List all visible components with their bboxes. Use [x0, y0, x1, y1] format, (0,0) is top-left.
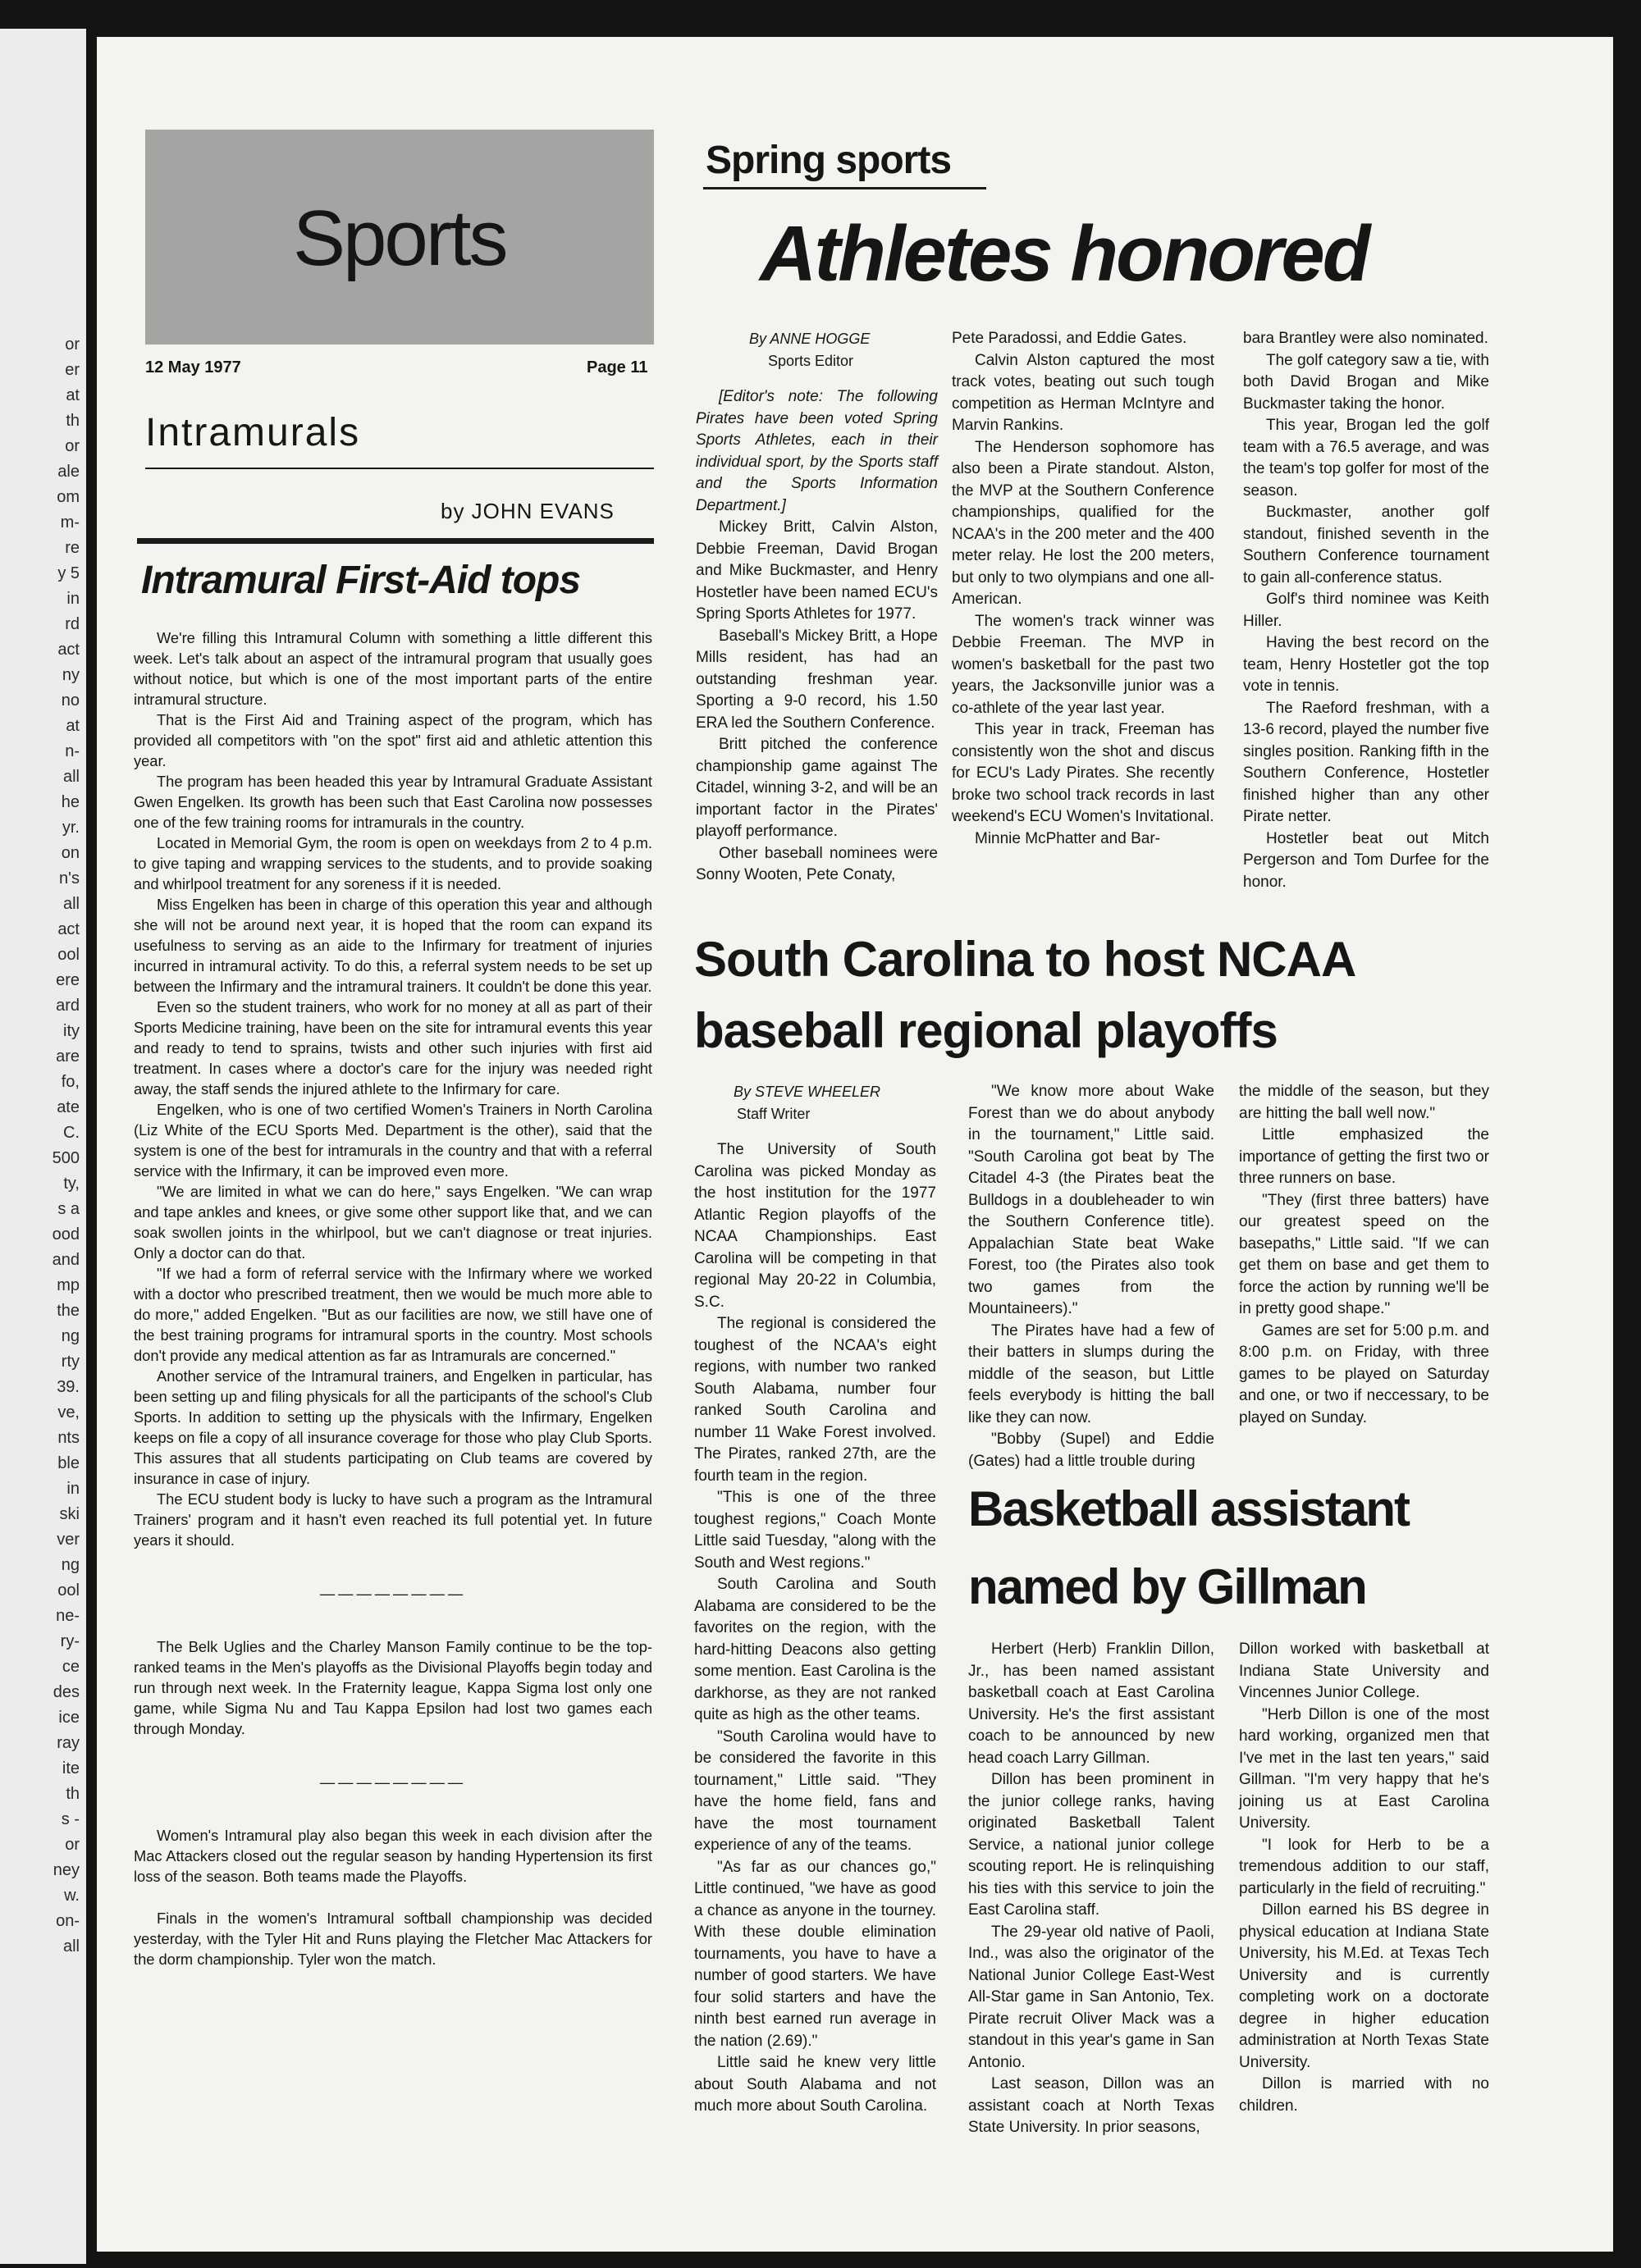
previous-page-fragment: ale — [57, 463, 80, 481]
previous-page-fragment: th — [66, 1785, 80, 1803]
article-paragraph: We're filling this Intramural Column with something a little different this week. Let's talk about an aspect of the intramural program that usually goes without notice, but which is one of the most important parts of the entire intramural structure. — [134, 629, 652, 708]
previous-page-fragment: on — [61, 844, 80, 862]
article-paragraph: "Herb Dillon is one of the most hard working, organized men that I've met in the last ten years," said Gillman. "I'm very happy that he's joining us at East Carolina University. — [1239, 1705, 1489, 1832]
playoffs-note: The Belk Uglies and the Charley Manson Family continue to be the top-ranked teams in the Men's playoffs as the Divisional Playoffs begin today and run through next week. In the Fraternity league, Kappa Sigma lost only one game, while Sigma Nu and Tau Kappa Epsilon had lost two games each through Monday. — [134, 1638, 652, 1737]
spring-column-3 — [1243, 328, 1489, 893]
article-paragraph: Engelken, who is one of two certified Women's Trainers in North Carolina (Liz White of the ECU Sports Med. Department is the other), said that the system is one of the best for intramurals in the country and that with a referral service with the Infirmary, it can be improved even more. — [134, 1101, 652, 1180]
previous-page-fragment: or — [65, 335, 80, 354]
article-paragraph: Little emphasized the importance of getting the first two or three runners on base. — [1239, 1126, 1489, 1187]
previous-page-fragment: ice — [58, 1709, 80, 1727]
ncaa-byline: By STEVE WHEELER — [734, 1084, 881, 1100]
previous-page-fragment: ce — [62, 1658, 80, 1676]
article-paragraph: The University of South Carolina was picked Monday as the host institution for the 1977 Atlantic Region playoffs of the NCAA Championships. East Carolina will be competing in that regional May 20-22 in Columbia, S.C. — [694, 1141, 936, 1311]
article-paragraph: Another service of the Intramural trainers, and Engelken in particular, has been setting up and filing physicals for all the participants of the school's Club Sports. In addition to setting up the physicals with the Infirmary, Engelken keeps on file a copy of all insurance coverage for those who play Club Sports. This assures that all students participating on Club teams are covered by insurance in case of injury. — [134, 1367, 652, 1487]
previous-page-fragment: act — [57, 641, 80, 659]
previous-page-fragment: in — [66, 590, 80, 608]
previous-page-fragment: act — [57, 920, 80, 938]
previous-page-fragment: rd — [65, 615, 80, 633]
column-title-rule — [145, 468, 654, 469]
previous-page-fragment: n- — [65, 742, 80, 760]
previous-page-fragment: ty, — [63, 1175, 80, 1193]
article-paragraph: This year, Brogan led the golf team with a 76.5 average, and was the team's top golfer for most of the season. — [1243, 417, 1489, 500]
article-paragraph: Buckmaster, another golf standout, finished seventh in the Southern Conference tournament to gain all-conference status. — [1243, 504, 1489, 586]
article-paragraph: "If we had a form of referral service with the Infirmary where we worked with a doctor who prescribed treatment, then we would be much more able to do more," added Engelken. "But as our facilities are now, we still have one of the best training programs for intramural sports in the country. Most schools don't provide any medical attention as far as Intramurals are concerned." — [134, 1265, 652, 1364]
ncaa-col1-body — [694, 1139, 936, 2118]
previous-page-fragment: ng — [61, 1327, 80, 1345]
previous-page-fragment: nts — [57, 1429, 80, 1447]
intramurals-article — [134, 627, 652, 1969]
previous-page-fragment: on- — [56, 1912, 80, 1930]
basketball-headline-line-2: named by Gillman — [968, 1559, 1366, 1614]
womens-note: Women's Intramural play also began this week in each division after the Mac Attackers closed out the regular season by handing Hypertension its first loss of the season. Both teams made the Playoffs. — [134, 1827, 652, 1885]
ncaa-headline-line-1: South Carolina to host NCAA — [694, 932, 1356, 987]
spring-col3-body — [1243, 350, 1489, 894]
article-paragraph: Mickey Britt, Calvin Alston, Debbie Freeman, David Brogan and Mike Buckmaster, and Henry Hostetler have been named ECU's Spring Sports Athletes for 1977. — [696, 518, 938, 623]
headline-rule — [137, 538, 654, 544]
previous-page-fragment: er — [65, 361, 80, 379]
ncaa-byline-title: Staff Writer — [737, 1105, 811, 1122]
ncaa-col3-lead: the middle of the season, but they are hitting the ball well now." — [1239, 1083, 1489, 1122]
ncaa-col3-body — [1239, 1125, 1489, 1429]
previous-page-fragment: are — [56, 1047, 80, 1066]
issue-date: 12 May 1977 — [145, 358, 241, 376]
basketball-col2-body — [1239, 1704, 1489, 2118]
article-paragraph: Hostetler beat out Mitch Pergerson and Tom Durfee for the honor. — [1243, 829, 1489, 891]
ncaa-column-2 — [968, 1081, 1214, 1472]
previous-page-edge — [0, 29, 86, 2264]
previous-page-fragment: all — [62, 768, 80, 786]
article-paragraph: The golf category saw a tie, with both David Brogan and Mike Buckmaster taking the honor. — [1243, 351, 1489, 413]
previous-page-fragment: at — [66, 717, 80, 735]
previous-page-fragment: and — [52, 1251, 80, 1269]
article-paragraph: "I look for Herb to be a tremendous addition to our staff, particularly in the field of recruiting." — [1239, 1836, 1489, 1897]
previous-page-fragment: des — [53, 1683, 80, 1701]
previous-page-fragment: mp — [57, 1276, 80, 1294]
spring-sports-kicker: Spring sports — [706, 139, 952, 182]
article-paragraph: "We know more about Wake Forest than we do about anybody in the tournament," Little said. "South Carolina got beat by The Citadel 4-3 (the Pirates beat the Bulldogs in a doubleheader to win the Southern Conference title). Appalachian State beat Wake Forest, too (the Pirates also took two games from the Mountaineers)." — [968, 1083, 1214, 1317]
spring-col2-lead: Pete Paradossi, and Eddie Gates. — [952, 330, 1187, 347]
article-paragraph: "This is one of the three toughest regions," Coach Monte Little said Tuesday, "along with the South and West regions." — [694, 1489, 936, 1572]
article-paragraph: Dillon has been prominent in the junior college ranks, having originated Basketball Talent Service, a national junior college scouting report. He is relinquishing his ties with this service to join the East Carolina staff. — [968, 1771, 1214, 1919]
previous-page-fragment: ood — [52, 1225, 80, 1244]
article-paragraph: Calvin Alston captured the most track votes, beating out such tough competition as Herman McIntyre and Marvin Rankins. — [952, 351, 1214, 434]
previous-page-fragment: all — [62, 895, 80, 913]
spring-column-1 — [696, 328, 938, 887]
section-separator: ———————— — [319, 1773, 467, 1791]
basketball-column-1 — [968, 1639, 1214, 2139]
article-paragraph: "Bobby (Supel) and Eddie (Gates) had a little trouble during — [968, 1431, 1214, 1470]
article-paragraph: Golf's third nominee was Keith Hiller. — [1243, 591, 1489, 630]
previous-page-fragment: yr. — [62, 819, 80, 837]
previous-page-fragment: ity — [63, 1022, 80, 1040]
previous-page-fragment: ool — [57, 1581, 80, 1599]
previous-page-fragment: the — [57, 1302, 80, 1320]
athletes-headline: Athletes honored — [760, 210, 1369, 298]
previous-page-fragment: m- — [60, 513, 80, 532]
previous-page-fragment: 39. — [57, 1378, 80, 1396]
kicker-rule — [703, 187, 986, 189]
previous-page-fragment: ool — [57, 946, 80, 964]
article-paragraph: That is the First Aid and Training aspect of the program, which has provided all competitors with "on the spot" first aid and athletic attention this year. — [134, 711, 652, 769]
previous-page-fragment: he — [61, 793, 80, 811]
spring-byline-title: Sports Editor — [768, 352, 854, 369]
article-paragraph: Miss Engelken has been in charge of this operation this year and although she will not be around next year, it is hoped that the room can expand its usefulness to serving as an aide to the Infirmary for treatment of injuries incurred in intramural activity. To do this, a referral system needs to be set up between the Infirmary and the intramural trainers. It couldn't be done this year. — [134, 896, 652, 995]
previous-page-fragment: ere — [56, 971, 80, 989]
article-paragraph: Herbert (Herb) Franklin Dillon, Jr., has been named assistant basketball coach at East Carolina University. He's the first assistant coach to be announced by new head coach Larry Gillman. — [968, 1641, 1214, 1767]
previous-page-fragment: ng — [61, 1556, 80, 1574]
previous-page-fragment: s a — [57, 1200, 80, 1218]
basketball-col2-lead: Dillon worked with basketball at Indiana State University and Vincennes Junior College. — [1239, 1641, 1489, 1701]
section-title: Sports — [293, 194, 506, 282]
previous-page-fragment: ite — [62, 1759, 80, 1777]
softball-note: Finals in the women's Intramural softball championship was decided yesterday, with the Tyler Hit and Runs playing the Fletcher Mac Attackers for the dorm championship. Tyler won the match. — [134, 1910, 652, 1968]
ncaa-column-3 — [1239, 1081, 1489, 1429]
previous-page-fragment: 500 — [52, 1149, 80, 1167]
article-paragraph: Minnie McPhatter and Bar- — [975, 829, 1160, 847]
basketball-col1-body — [968, 1639, 1214, 2139]
spring-col1-body — [696, 517, 938, 887]
previous-page-fragment: in — [66, 1480, 80, 1498]
article-paragraph: The regional is considered the toughest of the NCAA's eight regions, with number two ranked South Alabama, number four ranked South Carolina and number 11 Wake Forest involved. The Pirates, ranked 27th, are the fourth team in the region. — [694, 1315, 936, 1485]
article-paragraph: "As far as our chances go," Little continued, "we have as good a chance as anyone in the tourney. With these double elimination tournaments, you have to have a number of good starters. We have four solid starters and have the ninth best earned run average in the nation (2.69)." — [694, 1858, 936, 2050]
spring-byline: By ANNE HOGGE — [749, 331, 871, 347]
article-paragraph: The ECU student body is lucky to have such a program as the Intramural Trainers' program and it hasn't even reached its full potential yet. In future years it should. — [134, 1490, 652, 1549]
previous-page-fragment: ate — [57, 1098, 80, 1116]
previous-page-fragment: ski — [59, 1505, 80, 1523]
previous-page-fragment: ny — [62, 666, 80, 684]
section-separator: ———————— — [319, 1585, 467, 1602]
ncaa-headline-line-2: baseball regional playoffs — [694, 1003, 1278, 1058]
intramurals-byline: by JOHN EVANS — [441, 499, 615, 523]
intramurals-headline: Intramural First-Aid tops — [141, 559, 581, 602]
previous-page-fragment: ney — [53, 1861, 80, 1879]
previous-page-fragment: C. — [63, 1124, 80, 1142]
article-paragraph: The Pirates have had a few of their batters in slumps during the middle of the season, but Little feels everybody is hitting the ball like they can now. — [968, 1321, 1214, 1426]
article-paragraph: The Raeford freshman, with a 13-6 record, played the number five singles position. Ranking fifth in the Southern Conference, Hostetler finished higher than any other Pirate netter. — [1243, 699, 1489, 825]
intramurals-body — [134, 627, 652, 1550]
previous-page-fragment: y 5 — [57, 564, 80, 582]
previous-page-fragment: rty — [61, 1353, 80, 1371]
spring-column-2 — [952, 328, 1214, 850]
article-paragraph: Baseball's Mickey Britt, a Hope Mills resident, has had an outstanding freshman year. Sporting a 9-0 record, his 1.50 ERA led the Southern Conference. — [696, 627, 938, 732]
article-paragraph: This year in track, Freeman has consistently won the shot and discus for ECU's Lady Pirates. She recently broke two school track records in last weekend's ECU Women's Invitational. — [952, 721, 1214, 825]
ncaa-column-1 — [694, 1081, 936, 2118]
article-paragraph: Other baseball nominees were Sonny Wooten, Pete Conaty, — [696, 844, 938, 883]
article-paragraph: South Carolina and South Alabama are considered to be the favorites on the region, with the hard-hitting Deacons also getting some mention. East Carolina is the darkhorse, as they are not ranked quite as high as the other teams. — [694, 1576, 936, 1723]
sports-masthead-box — [145, 130, 654, 345]
previous-page-fragment: at — [66, 386, 80, 404]
previous-page-fragment: no — [61, 691, 80, 710]
article-paragraph: Little said he knew very little about South Alabama and not much more about South Carolina. — [694, 2054, 936, 2115]
article-paragraph: Located in Memorial Gym, the room is open on weekdays from 2 to 4 p.m. to give taping and wrapping services to the students, and to provide soaking and whirlpool treatment for any soreness if it is needed. — [134, 834, 652, 892]
page-number: Page 11 — [587, 358, 648, 376]
previous-page-fragment: all — [62, 1937, 80, 1955]
previous-page-fragment: ble — [57, 1454, 80, 1472]
ncaa-col2-body — [968, 1081, 1214, 1472]
editors-note: [Editor's note: The following Pirates have been voted Spring Sports Athletes, each in their individual sport, by the Sports staff and the Sports Information Department.] — [696, 388, 938, 514]
article-paragraph: "They (first three batters) have our greatest speed on the basepaths," Little said. "If we can get them on base and get them to force the action by running we'll be in pretty good shape." — [1239, 1191, 1489, 1317]
previous-page-fragment: ne- — [56, 1607, 80, 1625]
article-paragraph: Games are set for 5:00 p.m. and 8:00 p.m. on Friday, with three games to be played on Saturday and one, or two if neccessary, to be played on Sunday. — [1239, 1321, 1489, 1426]
article-paragraph: Even so the student trainers, who work for no money at all as part of their Sports Medicine training, have been on the site for intramural events this year and ready to tend to sprains, twists and other such injuries with first aid treatment. In cases where a doctor's care for the injury was needed right away, the staff sends the injured athlete to the Infirmary for care. — [134, 998, 652, 1097]
previous-page-fragment: fo, — [61, 1073, 80, 1091]
column-title: Intramurals — [145, 411, 361, 454]
spring-col2-body — [952, 350, 1214, 851]
article-paragraph: The Henderson sophomore has also been a Pirate standout. Alston, the MVP at the Southern Conference championships, qualified for the NCAA's in the 200 meter and the 400 meter relay. He lost the 200 meters, but only to two olympians and one all-American. — [952, 438, 1214, 608]
previous-page-fragment: w. — [64, 1887, 80, 1905]
previous-page-fragment: ry- — [60, 1632, 80, 1650]
previous-page-fragment: ve, — [57, 1403, 80, 1421]
previous-page-fragment: s - — [61, 1810, 80, 1828]
basketball-headline-line-1: Basketball assistant — [968, 1481, 1409, 1536]
article-paragraph: Dillon earned his BS degree in physical education at Indiana State University, his M.Ed. at Texas Tech University and is currently completing work on a doctorate degree in higher education administration at North Texas State University. — [1239, 1901, 1489, 2071]
previous-page-fragment: th — [66, 412, 80, 430]
article-paragraph: The women's track winner was Debbie Freeman. The MVP in women's basketball for the past two years, the Jacksonville junior was a co-athlete of the year last year. — [952, 612, 1214, 717]
previous-page-fragment: ray — [57, 1734, 80, 1752]
spring-col3-lead: bara Brantley were also nominated. — [1243, 330, 1488, 347]
article-paragraph: Dillon is married with no children. — [1239, 2075, 1489, 2115]
article-paragraph: "We are limited in what we can do here," says Engelken. "We can wrap and tape ankles and knees, or give some other support like that, and we can soak swollen joints in the whirlpool, but we can't diagnose or treat injuries. Only a doctor can do that. — [134, 1183, 652, 1262]
previous-page-fragment: re — [65, 539, 80, 557]
article-paragraph: Having the best record on the team, Henry Hostetler got the top vote in tennis. — [1243, 634, 1489, 695]
article-paragraph: Britt pitched the conference championship game against The Citadel, winning 3-2, and will be an important factor in the Pirates' playoff performance. — [696, 736, 938, 840]
article-paragraph: "South Carolina would have to be considered the favorite in this tournament," Little said. "They have the home field, fans and have the most tournament experience of any of the teams. — [694, 1727, 936, 1854]
previous-page-fragment: or — [65, 1836, 80, 1854]
previous-page-fragment: or — [65, 437, 80, 455]
previous-page-fragment: n's — [59, 869, 80, 888]
article-paragraph: Last season, Dillon was an assistant coach at North Texas State University. In prior seasons, — [968, 2075, 1214, 2136]
article-paragraph: The program has been headed this year by Intramural Graduate Assistant Gwen Engelken. Its growth has been such that East Carolina now possesses one of the few training rooms for intramurals in the country. — [134, 773, 652, 831]
previous-page-fragment: om — [57, 488, 80, 506]
previous-page-fragment: ard — [56, 997, 80, 1015]
previous-page-fragment: ver — [57, 1531, 80, 1549]
article-paragraph: The 29-year old native of Paoli, Ind., was also the originator of the National Junior College East-West All-Star game in San Antonio, Tex. Pirate recruit Oliver Mack was a standout in this year's game in San Antonio. — [968, 1923, 1214, 2071]
basketball-column-2 — [1239, 1639, 1489, 2117]
